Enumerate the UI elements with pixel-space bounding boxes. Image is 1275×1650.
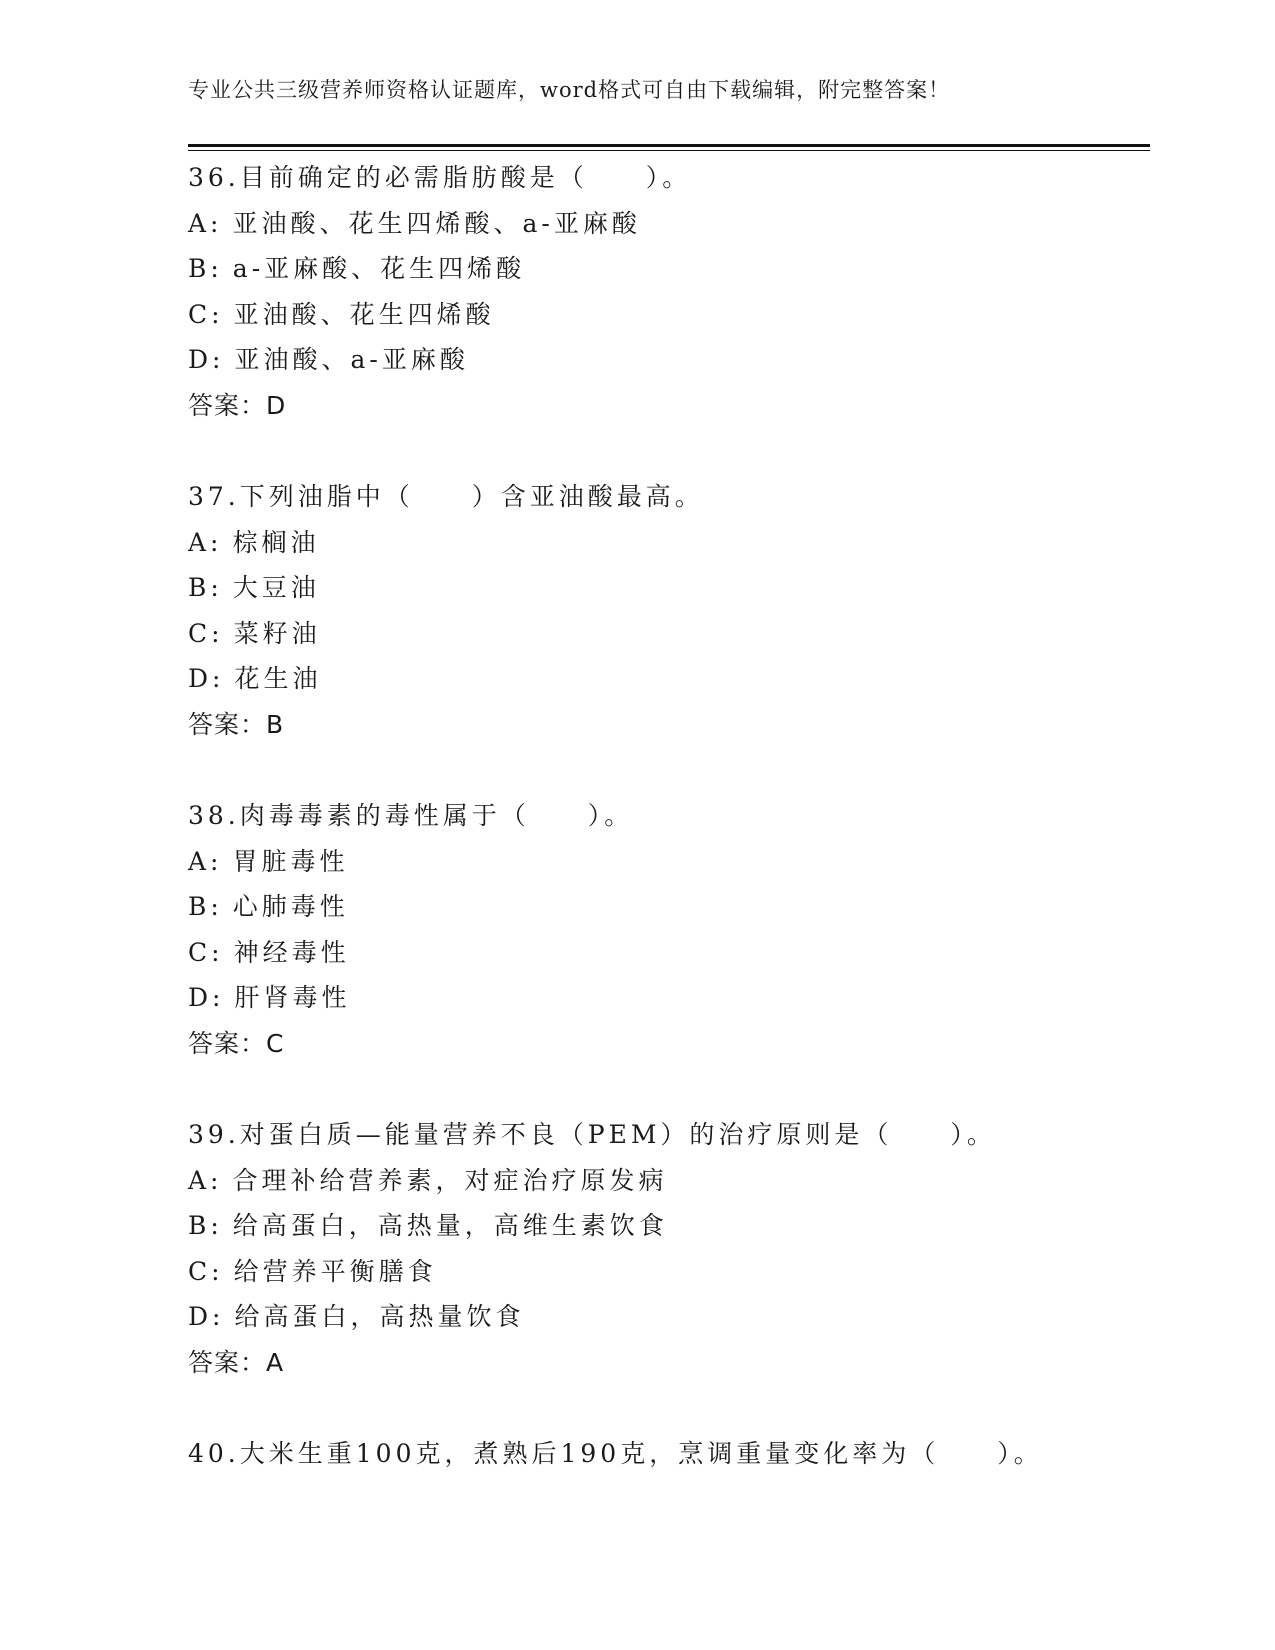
option-label: A: bbox=[188, 1165, 223, 1195]
option-label: D: bbox=[188, 983, 225, 1012]
option-b bbox=[188, 1203, 1188, 1249]
option-label: B: bbox=[188, 892, 223, 921]
option-text: 花生油 bbox=[234, 664, 322, 693]
option-text: 亚油酸、a-亚麻酸 bbox=[234, 345, 469, 374]
option-text: 菜籽油 bbox=[233, 618, 321, 648]
option-b bbox=[188, 565, 1188, 611]
option-text: 棕榈油 bbox=[232, 527, 320, 557]
answer: 答案：A bbox=[188, 1347, 285, 1377]
option-b bbox=[188, 884, 1188, 930]
question-stem: 38.肉毒毒素的毒性属于（ ）。 bbox=[188, 801, 634, 830]
question-36 bbox=[188, 155, 1188, 428]
question-stem: 39.对蛋白质—能量营养不良（PEM）的治疗原则是（ ）。 bbox=[188, 1120, 996, 1149]
option-text: 给营养平衡膳食 bbox=[233, 1256, 437, 1286]
option-text: 胃脏毒性 bbox=[232, 846, 349, 876]
option-label: A: bbox=[188, 846, 223, 876]
question-stem: 36.目前确定的必需脂肪酸是（ ）。 bbox=[188, 163, 692, 192]
option-d bbox=[188, 656, 1188, 702]
question-list bbox=[188, 155, 1188, 1523]
option-label: B: bbox=[188, 254, 223, 283]
option-label: D: bbox=[188, 664, 225, 693]
option-text: a-亚麻酸、花生四烯酸 bbox=[232, 254, 526, 283]
option-text: 合理补给营养素，对症治疗原发病 bbox=[232, 1165, 668, 1195]
option-a bbox=[188, 520, 1188, 566]
page-header: 专业公共三级营养师资格认证题库，word格式可自由下载编辑，附完整答案！ bbox=[188, 78, 951, 102]
question-stem: 40.大米生重100克，煮熟后190克，烹调重量变化率为（ ）。 bbox=[188, 1439, 1043, 1468]
option-c bbox=[188, 930, 1188, 976]
header-rule-thick bbox=[188, 144, 1150, 147]
option-label: C: bbox=[188, 299, 224, 329]
option-a bbox=[188, 839, 1188, 885]
header-rule-thin bbox=[188, 150, 1150, 151]
option-a bbox=[188, 1158, 1188, 1204]
option-label: C: bbox=[188, 1256, 224, 1286]
option-text: 亚油酸、花生四烯酸、a-亚麻酸 bbox=[232, 208, 641, 238]
question-stem: 37.下列油脂中（ ）含亚油酸最高。 bbox=[188, 482, 704, 511]
option-label: C: bbox=[188, 618, 224, 648]
option-text: 肝肾毒性 bbox=[234, 983, 351, 1012]
option-c bbox=[188, 292, 1188, 338]
option-label: D: bbox=[188, 1302, 225, 1331]
option-label: B: bbox=[188, 1211, 223, 1240]
option-label: A: bbox=[188, 527, 223, 557]
answer: 答案：C bbox=[188, 1028, 285, 1058]
option-text: 给高蛋白，高热量，高维生素饮食 bbox=[232, 1211, 668, 1240]
option-d bbox=[188, 337, 1188, 383]
option-d bbox=[188, 975, 1188, 1021]
option-text: 心肺毒性 bbox=[232, 892, 349, 921]
question-39 bbox=[188, 1112, 1188, 1385]
option-label: D: bbox=[188, 345, 225, 374]
option-c bbox=[188, 611, 1188, 657]
option-a bbox=[188, 201, 1188, 247]
option-text: 亚油酸、花生四烯酸 bbox=[233, 299, 495, 329]
question-40 bbox=[188, 1431, 1188, 1477]
option-label: B: bbox=[188, 573, 223, 602]
answer: 答案：D bbox=[188, 390, 287, 420]
option-b bbox=[188, 246, 1188, 292]
option-text: 给高蛋白，高热量饮食 bbox=[234, 1302, 525, 1331]
question-38 bbox=[188, 793, 1188, 1066]
question-37 bbox=[188, 474, 1188, 747]
option-c bbox=[188, 1249, 1188, 1295]
option-label: A: bbox=[188, 208, 223, 238]
option-text: 神经毒性 bbox=[233, 937, 350, 967]
option-label: C: bbox=[188, 937, 224, 967]
option-d bbox=[188, 1294, 1188, 1340]
option-text: 大豆油 bbox=[232, 573, 320, 602]
answer: 答案：B bbox=[188, 709, 285, 739]
